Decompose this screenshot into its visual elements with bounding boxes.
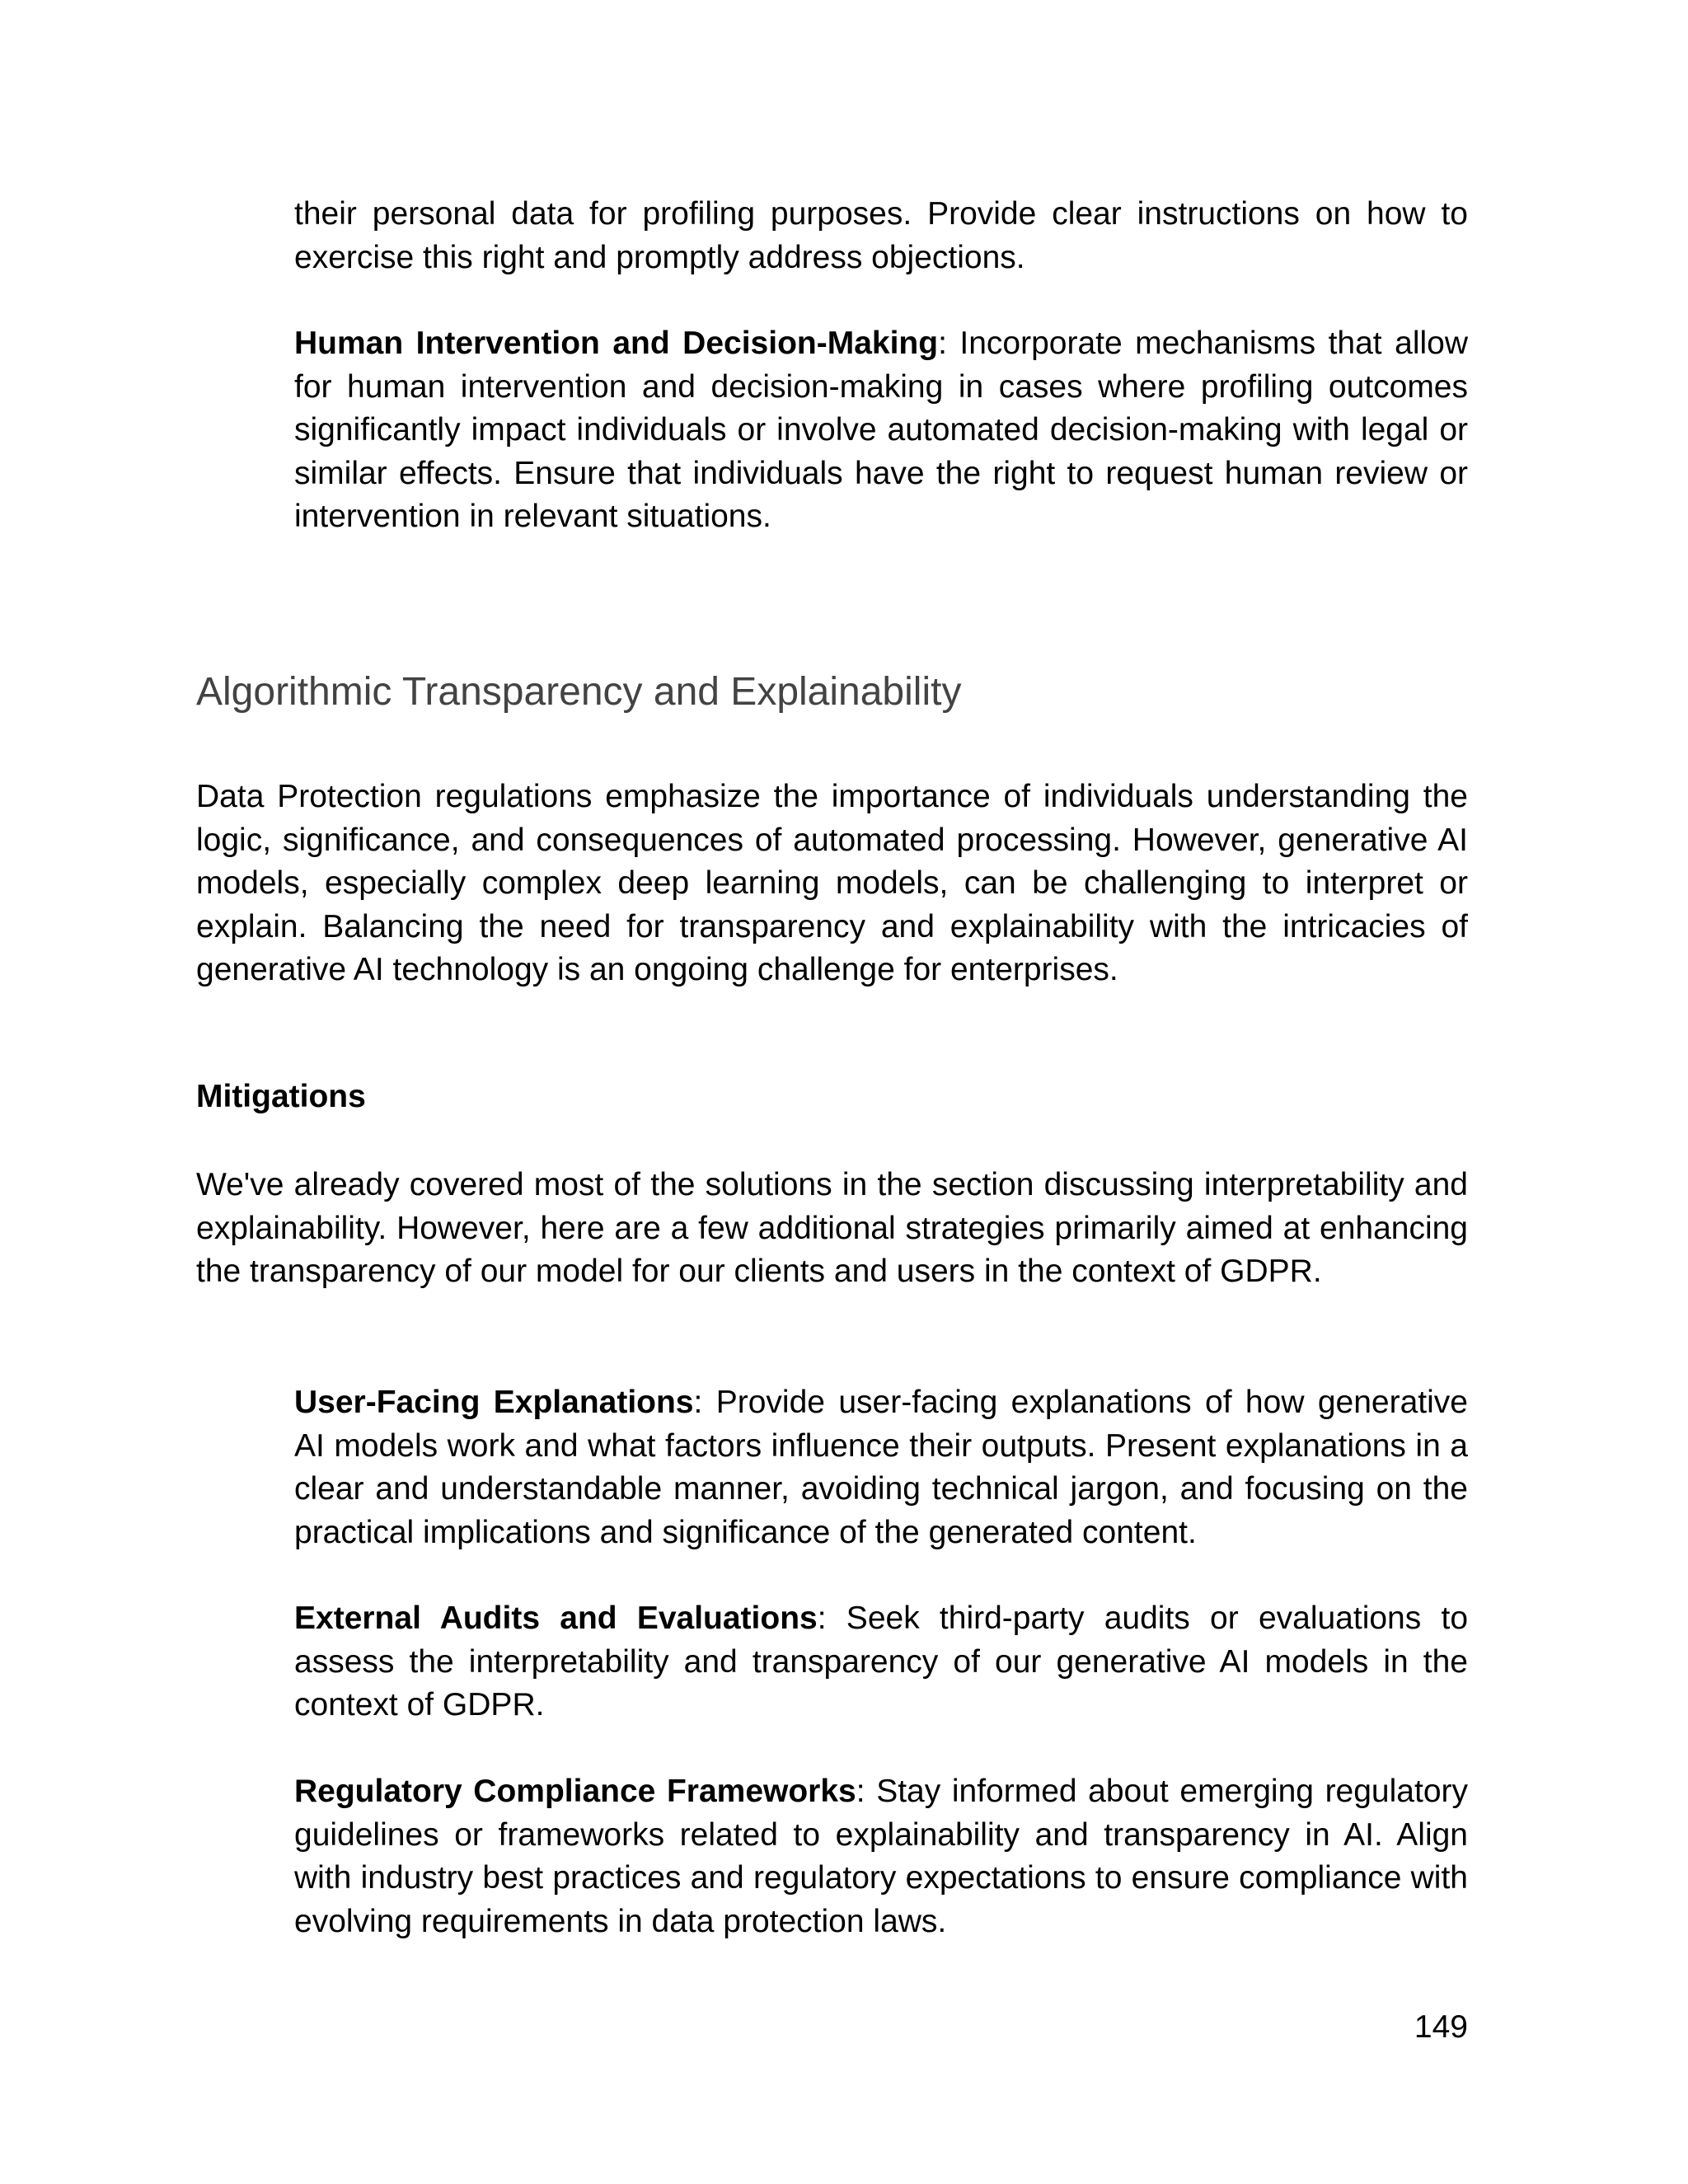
human-intervention-item: [294, 322, 1468, 539]
mitigation-item-text: : Stay informed about emerging regulatory guidelines or frameworks related to explainability and transparency in AI. Align with industry best practices and regulatory expectations to ensure compliance with evolving requirements in data protection laws.: [294, 1774, 1468, 1939]
mitigation-item-title: Regulatory Compliance Frameworks: [294, 1774, 856, 1809]
mitigation-item-text: : Provide user-facing explanations of how generative AI models work and what factors influence their outputs. Present explanations in a clear and understandable manner, avoiding technical jargon, and focusing on the practical implications and significance of the generated content.: [294, 1385, 1468, 1550]
mitigation-item-title: User-Facing Explanations: [294, 1385, 694, 1420]
mitigation-item-title: External Audits and Evaluations: [294, 1601, 818, 1636]
mitigation-item-external-audits: [294, 1597, 1468, 1727]
mitigation-item-regulatory-frameworks: [294, 1770, 1468, 1943]
human-intervention-title: Human Intervention and Decision-Making: [294, 326, 939, 361]
human-intervention-text: : Incorporate mechanisms that allow for human intervention and decision-making in cases where profiling outcomes significantly impact individuals or involve automated decision-making with legal or similar effects. Ensure that individuals have the right to request human review or intervention in relevant situations.: [294, 326, 1468, 534]
mitigation-item-text: : Seek third-party audits or evaluations to assess the interpretability and transparency of our generative AI models in the context of GDPR.: [294, 1601, 1469, 1722]
continued-list-item: [294, 193, 1468, 279]
page-number: 149: [1414, 2009, 1468, 2045]
mitigations-heading: Mitigations: [196, 1079, 366, 1114]
mitigations-intro-paragraph: We've already covered most of the solutions in the section discussing interpretability and explainability. However, here are a few additional strategies primarily aimed at enhancing the transparency of our model for our clients and users in the context of GDPR.: [196, 1167, 1468, 1289]
section-intro-paragraph: Data Protection regulations emphasize the importance of individuals understanding the logic, significance, and consequences of automated processing. However, generative AI models, especially complex deep learning models, can be challenging to interpret or explain. Balancing the need for transparency and explainability with the intricacies of generative AI technology is an ongoing challenge for enterprises.: [196, 779, 1468, 987]
section-heading: Algorithmic Transparency and Explainability: [196, 670, 962, 714]
continued-item-text: their personal data for profiling purposes. Provide clear instructions on how to exercise this right and promptly address objections.: [294, 196, 1468, 275]
mitigation-item-user-facing-explanations: [294, 1381, 1468, 1554]
